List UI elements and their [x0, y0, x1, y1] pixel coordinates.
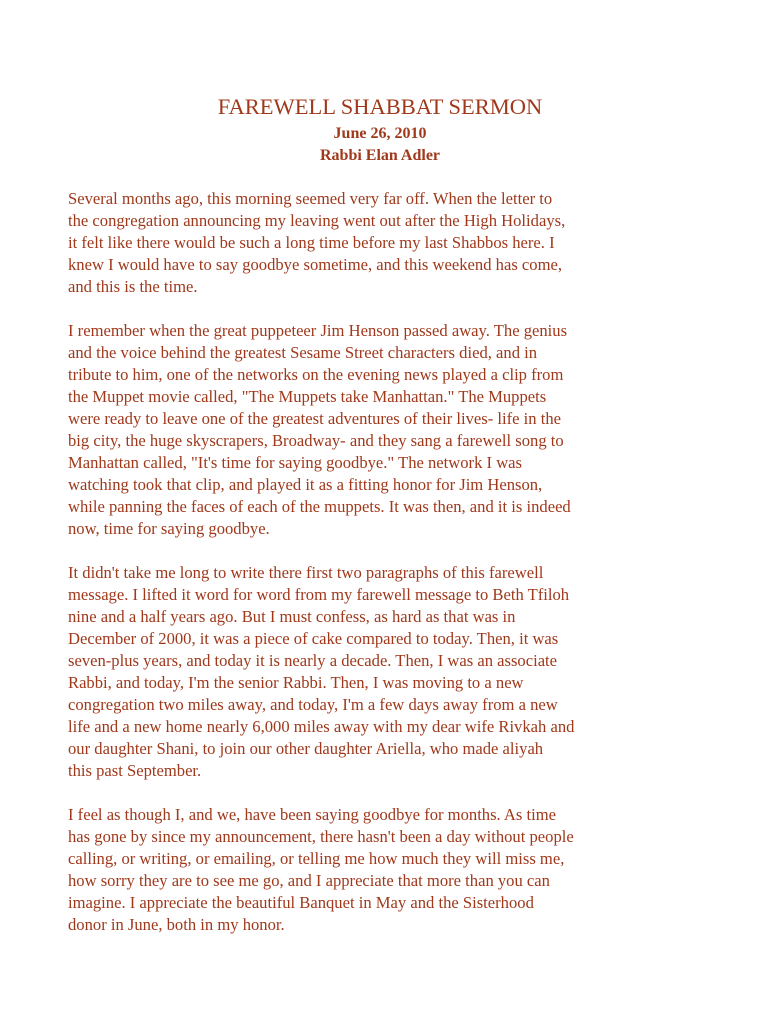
paragraph-line: It didn't take me long to write there first two paragraphs of this farewell [68, 563, 544, 582]
paragraph-line: imagine. I appreciate the beautiful Banquet in May and the Sisterhood [68, 893, 534, 912]
paragraph [68, 562, 698, 782]
paragraph-line: big city, the huge skyscrapers, Broadway- and they sang a farewell song to [68, 431, 564, 450]
sermon-author: Rabbi Elan Adler [319, 147, 441, 164]
paragraph-line: I remember when the great puppeteer Jim Henson passed away. The genius [68, 321, 568, 340]
paragraph-line: Manhattan called, "It's time for saying goodbye." The network I was [68, 453, 523, 472]
paragraph-line: calling, or writing, or emailing, or telling me how much they will miss me, [68, 849, 565, 868]
paragraph-line: donor in June, both in my honor. [68, 915, 285, 934]
paragraph-line: the congregation announcing my leaving went out after the High Holidays, [68, 211, 566, 230]
paragraph-line: how sorry they are to see me go, and I appreciate that more than you can [68, 871, 550, 890]
paragraph-line: and this is the time. [68, 277, 198, 296]
paragraph-line: while panning the faces of each of the muppets. It was then, and it is indeed [68, 497, 571, 516]
paragraph-line: knew I would have to say goodbye sometime, and this weekend has come, [68, 255, 563, 274]
paragraph-line: watching took that clip, and played it as a fitting honor for Jim Henson, [68, 475, 543, 494]
paragraph-line: nine and a half years ago. But I must confess, as hard as that was in [68, 607, 516, 626]
paragraph-line: Rabbi, and today, I'm the senior Rabbi. Then, I was moving to a new [68, 673, 524, 692]
paragraph-line: life and a new home nearly 6,000 miles away with my dear wife Rivkah and [68, 717, 575, 736]
paragraph [68, 188, 698, 298]
paragraph-line: were ready to leave one of the greatest adventures of their lives- life in the [68, 409, 561, 428]
paragraph-line: our daughter Shani, to join our other daughter Ariella, who made aliyah [68, 739, 544, 758]
paragraph-line: seven-plus years, and today it is nearly a decade. Then, I was an associate [68, 651, 558, 670]
paragraph-line: the Muppet movie called, "The Muppets take Manhattan." The Muppets [68, 387, 547, 406]
paragraph-line: Several months ago, this morning seemed very far off. When the letter to [68, 189, 553, 208]
paragraph-line: congregation two miles away, and today, I'm a few days away from a new [68, 695, 558, 714]
sermon-date: June 26, 2010 [333, 125, 427, 142]
paragraph [68, 804, 698, 936]
paragraph-line: tribute to him, one of the networks on the evening news played a clip from [68, 365, 564, 384]
paragraph-line: now, time for saying goodbye. [68, 519, 270, 538]
sermon-body [68, 188, 698, 958]
paragraph-line: this past September. [68, 761, 202, 780]
paragraph-line: December of 2000, it was a piece of cake compared to today. Then, it was [68, 629, 559, 648]
paragraph-line: has gone by since my announcement, there hasn't been a day without people [68, 827, 574, 846]
paragraph-line: it felt like there would be such a long time before my last Shabbos here. I [68, 233, 555, 252]
paragraph-line: I feel as though I, and we, have been saying goodbye for months. As time [68, 805, 557, 824]
paragraph-line: message. I lifted it word for word from my farewell message to Beth Tfiloh [68, 585, 570, 604]
sermon-title: FAREWELL SHABBAT SERMON [217, 94, 543, 119]
paragraph-line: and the voice behind the greatest Sesame Street characters died, and in [68, 343, 538, 362]
paragraph [68, 320, 698, 540]
